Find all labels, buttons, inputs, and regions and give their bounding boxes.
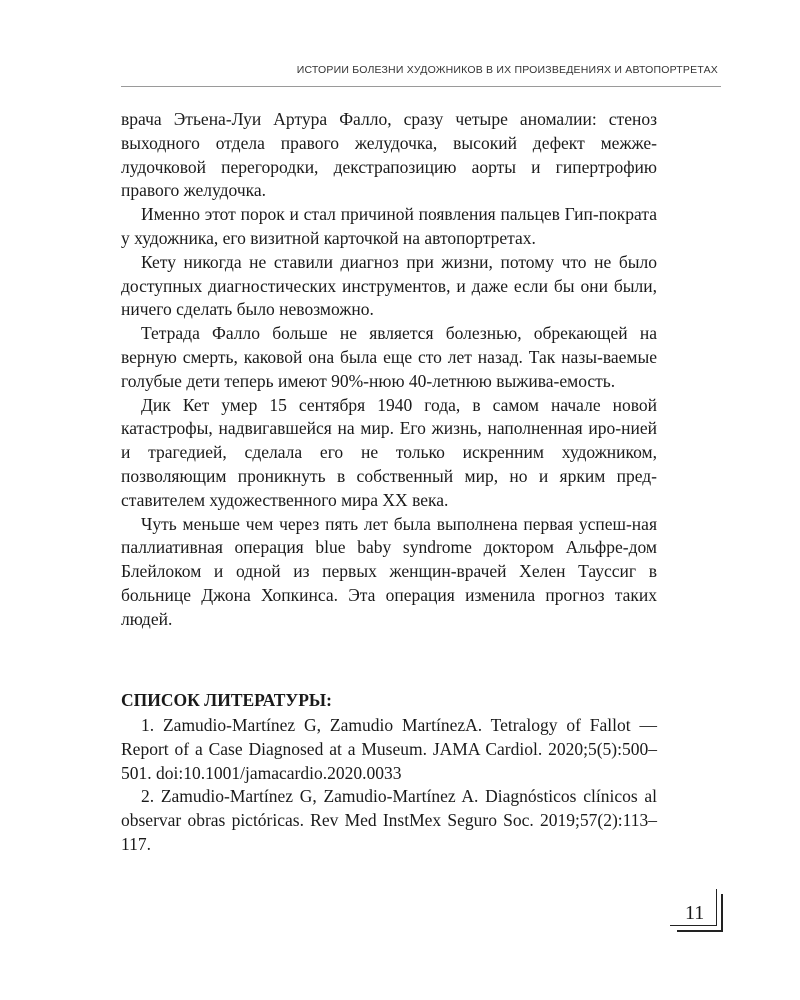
page-number-box	[677, 894, 723, 932]
body-text	[121, 108, 657, 632]
paragraph-3: Кету никогда не ставили диагноз при жизни, потому что не было доступных диагностических инструментов, и даже если бы они были, ничего сделать было невозможно.	[121, 251, 657, 320]
paragraph-6: Чуть меньше чем через пять лет была выполнена первая успеш-ная паллиативная операция blue baby syndrome доктором Альфре-дом Блейлоком и одной из первых женщин-врачей Хелен Таусcиг в больнице Джона Хопкинса. Эта операция изменила прогноз таких людей.	[121, 513, 657, 629]
references-heading: СПИСОК ЛИТЕРАТУРЫ:	[121, 690, 332, 710]
paragraph-4: Тетрада Фалло больше не является болезнью, обрекающей на верную смерть, каковой она была еще сто лет назад. Так назы-ваемые голубые дети теперь имеют 90%-нюю 40-летнюю выжива-емость.	[121, 323, 657, 391]
paragraph-2: Именно этот порок и стал причиной появления пальцев Гип-пократа у художника, его визитной карточкой на автопортретах.	[121, 204, 657, 248]
reference-item-2: 2. Zamudio-Martínez G, Zamudio-Martínez A. Diagnósticos clínicos al observar obras pictóricas. Rev Med InstMex Seguro Soc. 2019;57(2):113–117.	[121, 786, 657, 854]
paragraph-5: Дик Кет умер 15 сентября 1940 года, в самом начале новой катастрофы, надвигавшейся на мир. Его жизнь, наполненная иро-нией и трагедией, сделала его не только искренним художником, позволяющим проникнуть в собственный мир, но и ярким пред-ставителем художественного мира XX века.	[121, 394, 657, 510]
reference-item-1: 1. Zamudio-Martínez G, Zamudio MartínezA. Tetralogy of Fallot — Report of a Case Diagnosed at a Museum. JAMA Cardiol. 2020;5(5):500–501. doi:10.1001/jamacardio.2020.0033	[121, 715, 657, 783]
page-number: 11	[685, 902, 705, 924]
references-list	[121, 714, 657, 857]
running-header: ИСТОРИИ БОЛЕЗНИ ХУДОЖНИКОВ В ИХ ПРОИЗВЕДЕНИЯХ И АВТОПОРТРЕТАХ	[296, 64, 718, 76]
paragraph-1: врача Этьена-Луи Артура Фалло, сразу четыре аномалии: стеноз выходного отдела правого желудочка, высокий дефект межже-лудочковой перегородки, декстрапозицию аорты и гипертрофию правого желудочка.	[121, 109, 657, 201]
header-rule	[121, 86, 721, 87]
